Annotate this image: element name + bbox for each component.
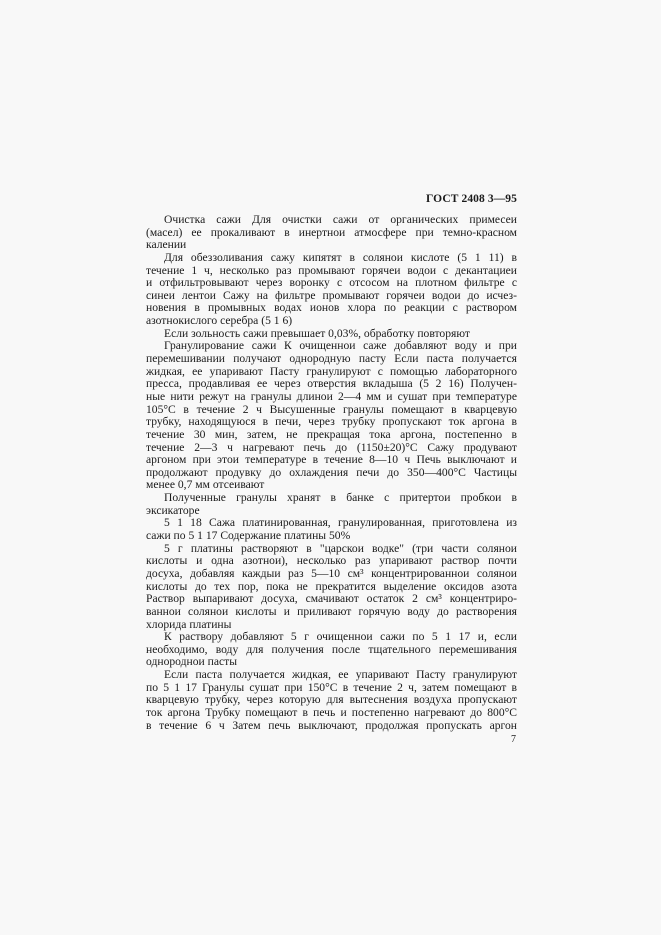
text-line: 5 г платины растворяют в "царскои водке" (три части солянои xyxy=(164,541,517,555)
text-line: кислоты и одна азотнои), несколько раз упаривают раствор почти xyxy=(146,554,517,568)
text-line: Полученные гранулы хранят в банке с притертои пробкои в xyxy=(164,491,517,505)
text-line: Очистка сажи Для очистки сажи от органических примесеи xyxy=(164,213,517,226)
text-line: однороднои пасты xyxy=(146,655,237,669)
text-line: азотнокислого серебра (5 1 6) xyxy=(146,314,293,328)
text-line: в течение 6 ч Затем печь выключают, продолжая пропускать аргон xyxy=(146,718,517,732)
text-line: сажи по 5 1 17 Содержание платины 50% xyxy=(146,529,351,543)
text-line: 5 1 18 Сажа платинированная, гранулированная, приготовлена из xyxy=(164,516,517,530)
text-line: Раствор выпаривают досуха, смачивают остаток 2 см³ концентриро- xyxy=(146,592,517,606)
text-line: ваннои солянои кислоты и приливают горячую воду до растворения xyxy=(146,604,517,618)
text-line: пресса, продавливая ее через отверстия вкладыша (5 2 16) Получен- xyxy=(146,377,517,391)
text-line: синеи лентои Сажу на фильтре промывают горячеи водои до исчез- xyxy=(146,288,517,302)
text-line: трубку, находящуюся в печи, через трубку пропускают ток аргона в xyxy=(146,415,517,429)
text-line: К раствору добавляют 5 г очищеннои сажи по 5 1 17 и, если xyxy=(164,630,517,644)
body-text xyxy=(146,214,517,732)
page-number: 7 xyxy=(511,734,516,745)
text-line: кварцевую трубку, через которую для вытеснения воздуха пропускают xyxy=(146,693,517,707)
text-line: Гранулирование сажи К очищеннои саже добавляют воду и при xyxy=(164,339,517,353)
text-line: течение 2—3 ч нагревают печь до (1150±20)°C Сажу продувают xyxy=(146,440,517,454)
text-line: аргоном при этои температуре в течение 8—10 ч Печь выключают и xyxy=(146,453,517,467)
text-line: ток аргона Трубку помещают в печь и постепенно нагревают до 800°C xyxy=(146,705,517,719)
text-line: необходимо, воду для получения после тщательного перемешивания xyxy=(146,642,517,656)
text-line: по 5 1 17 Гранулы сушат при 150°C в течение 2 ч, затем помещают в xyxy=(146,680,517,694)
text-line: и отфильтровывают через воронку с отсосом на плотном фильтре с xyxy=(146,276,517,290)
text-line: новения в промывных водах ионов хлора по реакции с раствором xyxy=(146,301,517,315)
text-line: хлорида платины xyxy=(146,617,232,631)
text-line: течение 30 мин, затем, не прекращая тока аргона, постепенно в xyxy=(146,427,517,441)
standard-header: ГОСТ 2408 3—95 xyxy=(426,193,517,205)
text-line: менее 0,7 мм отсеивают xyxy=(146,478,265,492)
text-line: течение 1 ч, несколько раз промывают горячеи водои с декантациеи xyxy=(146,263,517,277)
text-line: эксикаторе xyxy=(146,503,200,517)
text-line: кислоты до тех пор, пока не прекратится выделение оксидов азота xyxy=(146,579,517,593)
text-line: калении xyxy=(146,238,187,252)
text-line: Для обеззоливания сажу кипятят в солянои кислоте (5 1 11) в xyxy=(164,250,517,264)
text-line: досуха, добавляя каждыи раз 5—10 см³ концентрированнои солянои xyxy=(146,566,517,580)
text-line: Если зольность сажи превышает 0,03%, обработку повторяют xyxy=(164,326,470,340)
text-line: жидкая, ее упаривают Пасту гранулируют с помощью лабораторного xyxy=(146,364,517,378)
text-line: Если паста получается жидкая, ее упаривают Пасту гранулируют xyxy=(164,668,517,682)
text-line: продолжают продувку до охлаждения печи до 350—400°C Частицы xyxy=(146,465,517,479)
text-line: (масел) ее прокаливают в инертнои атмосфере при темно-красном xyxy=(146,225,517,239)
text-line: перемешивании получают однородную пасту Если паста получается xyxy=(146,352,517,366)
text-line: ные нити режут на гранулы длинои 2—4 мм и сушат при температуре xyxy=(146,389,517,403)
text-line: 105°C в течение 2 ч Высушенные гранулы помещают в кварцевую xyxy=(146,402,517,416)
